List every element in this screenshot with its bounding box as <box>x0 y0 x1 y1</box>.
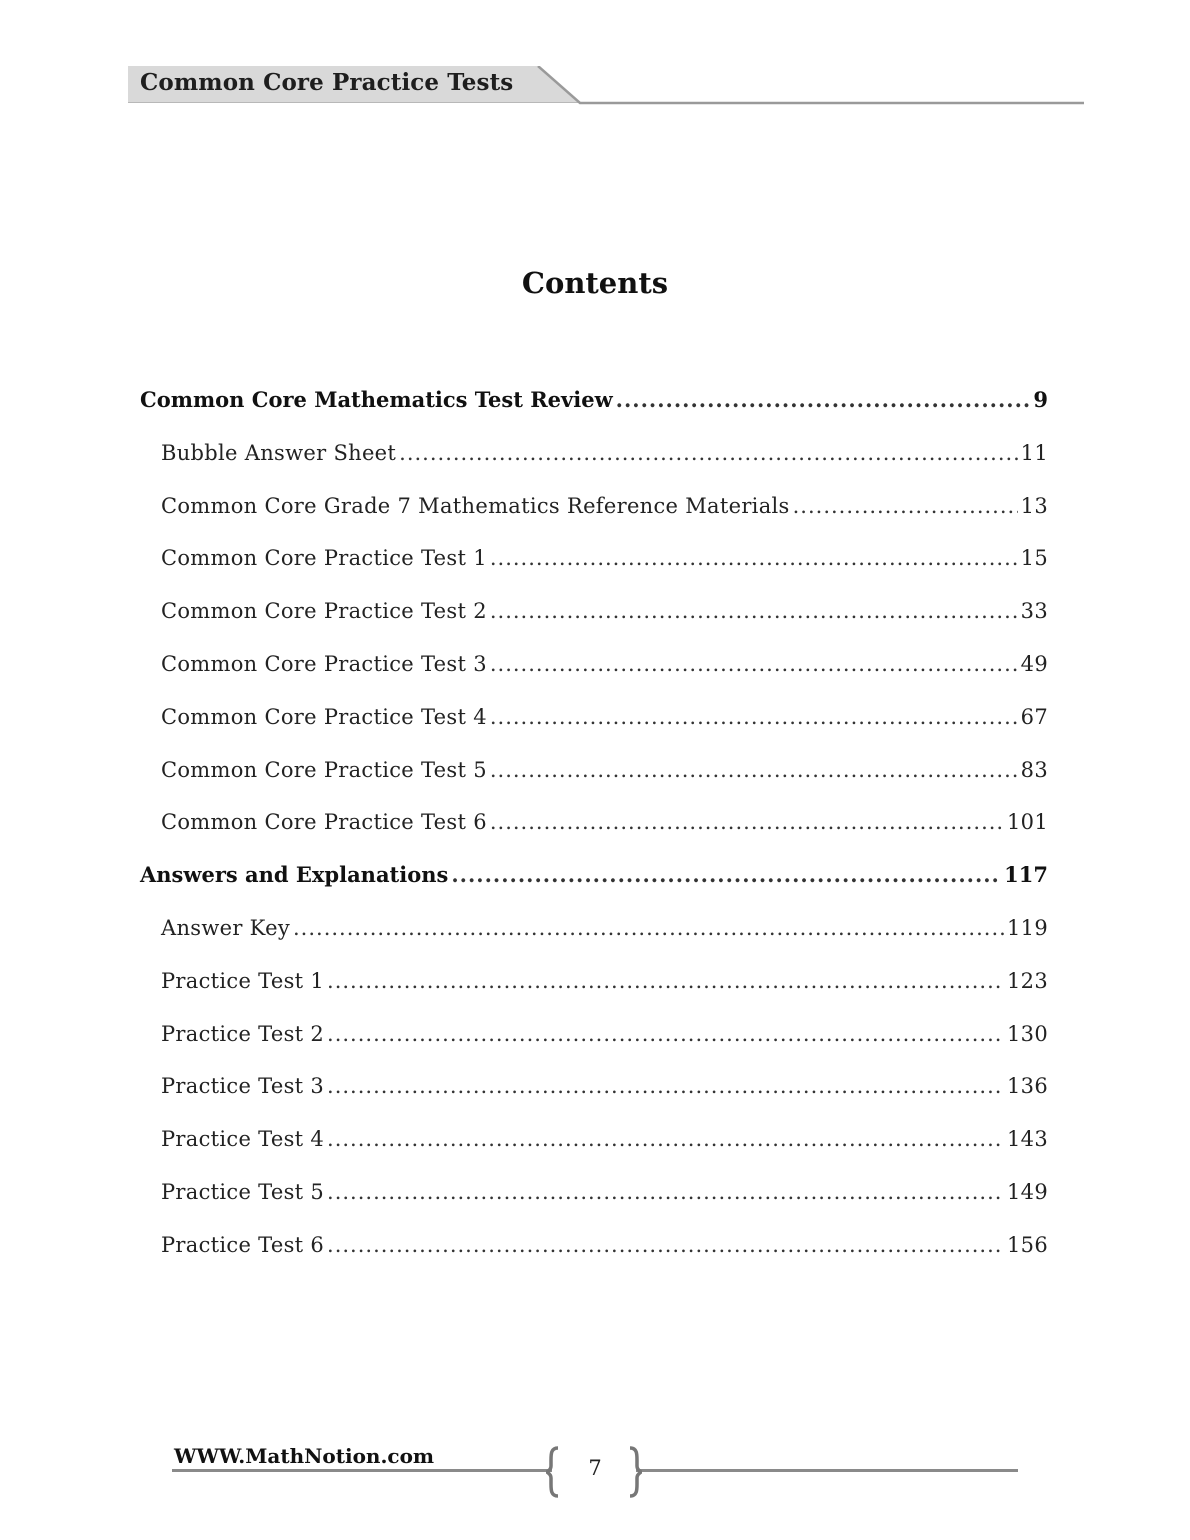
toc-section-entry[interactable] <box>140 385 1048 415</box>
toc-entry-page-number: 149 <box>1007 1180 1048 1204</box>
toc-entry-label: Answers and Explanations <box>140 862 449 888</box>
toc-dot-leader <box>327 1230 1004 1260</box>
header-title: Common Core Practice Tests <box>140 69 514 96</box>
toc-subsection-entry[interactable] <box>161 1124 1048 1154</box>
toc-dot-leader <box>293 913 1004 943</box>
toc-entry-label: Practice Test 2 <box>161 1021 325 1046</box>
toc-dot-leader <box>793 491 1018 521</box>
toc-subsection-entry[interactable] <box>161 807 1048 837</box>
toc-entry-page-number: 101 <box>1007 810 1048 835</box>
toc-subsection-entry[interactable] <box>161 596 1048 626</box>
toc-dot-leader <box>490 543 1018 573</box>
toc-entry-label: Practice Test 5 <box>161 1180 325 1204</box>
toc-subsection-entry[interactable] <box>161 543 1048 573</box>
toc-dot-leader <box>616 385 1031 415</box>
toc-dot-leader <box>327 1124 1004 1154</box>
toc-entry-label: Common Core Practice Test 1 <box>161 546 487 571</box>
toc-entry-label: Common Core Practice Test 6 <box>161 810 487 835</box>
toc-entry-page-number: 9 <box>1033 387 1048 412</box>
footer-rule-right <box>636 1469 1018 1472</box>
toc-subsection-entry[interactable] <box>161 649 1048 679</box>
footer-website[interactable]: WWW.MathNotion.com <box>174 1444 435 1468</box>
toc-entry-page-number: 83 <box>1020 757 1048 782</box>
toc-entry-label: Common Core Practice Test 5 <box>161 757 487 782</box>
toc-entry-page-number: 49 <box>1020 652 1048 676</box>
toc-dot-leader <box>490 649 1018 679</box>
toc-entry-label: Practice Test 3 <box>161 1074 325 1099</box>
toc-entry-label: Answer Key <box>161 916 290 940</box>
toc-dot-leader <box>451 860 1001 890</box>
toc-dot-leader <box>490 596 1018 626</box>
page-number: 7 <box>588 1456 602 1480</box>
toc-dot-leader <box>399 438 1018 468</box>
toc-entry-page-number: 67 <box>1020 704 1048 729</box>
toc-dot-leader <box>490 807 1004 837</box>
toc-entry-label: Common Core Practice Test 2 <box>161 599 487 624</box>
toc-subsection-entry[interactable] <box>161 1177 1048 1207</box>
toc-entry-page-number: 11 <box>1020 440 1048 465</box>
toc-entry-label: Common Core Mathematics Test Review <box>140 387 613 412</box>
toc-dot-leader <box>327 966 1004 996</box>
toc-entry-label: Bubble Answer Sheet <box>161 440 397 465</box>
toc-dot-leader <box>327 1177 1004 1207</box>
toc-subsection-entry[interactable] <box>161 913 1048 943</box>
toc-entry-label: Practice Test 4 <box>161 1127 325 1152</box>
toc-entry-label: Common Core Practice Test 3 <box>161 652 487 676</box>
toc-entry-page-number: 143 <box>1007 1127 1048 1152</box>
toc-entry-page-number: 119 <box>1007 916 1048 940</box>
toc-entry-page-number: 13 <box>1020 493 1048 518</box>
toc-subsection-entry[interactable] <box>161 491 1048 521</box>
toc-subsection-entry[interactable] <box>161 1230 1048 1260</box>
footer-rule-left <box>172 1469 552 1472</box>
toc-dot-leader <box>490 755 1018 785</box>
toc-dot-leader <box>327 1019 1004 1049</box>
toc-dot-leader <box>327 1071 1004 1101</box>
toc-subsection-entry[interactable] <box>161 966 1048 996</box>
page-title: Contents <box>521 266 669 300</box>
toc-entry-page-number: 117 <box>1004 862 1048 888</box>
toc-entry-page-number: 156 <box>1007 1232 1048 1257</box>
toc-subsection-entry[interactable] <box>161 1019 1048 1049</box>
toc-dot-leader <box>490 702 1018 732</box>
toc-entry-page-number: 15 <box>1020 546 1048 571</box>
toc-entry-page-number: 123 <box>1007 968 1048 993</box>
toc-entry-page-number: 33 <box>1020 599 1048 624</box>
toc-entry-label: Common Core Practice Test 4 <box>161 704 487 729</box>
toc-entry-page-number: 130 <box>1007 1021 1048 1046</box>
toc-subsection-entry[interactable] <box>161 1071 1048 1101</box>
toc-subsection-entry[interactable] <box>161 702 1048 732</box>
toc-section-entry[interactable] <box>140 860 1048 890</box>
toc-entry-label: Practice Test 1 <box>161 968 325 993</box>
toc-subsection-entry[interactable] <box>161 438 1048 468</box>
toc-entry-label: Common Core Grade 7 Mathematics Reference Materials <box>161 493 790 518</box>
toc-entry-page-number: 136 <box>1007 1074 1048 1099</box>
toc-subsection-entry[interactable] <box>161 755 1048 785</box>
toc-entry-label: Practice Test 6 <box>161 1232 325 1257</box>
